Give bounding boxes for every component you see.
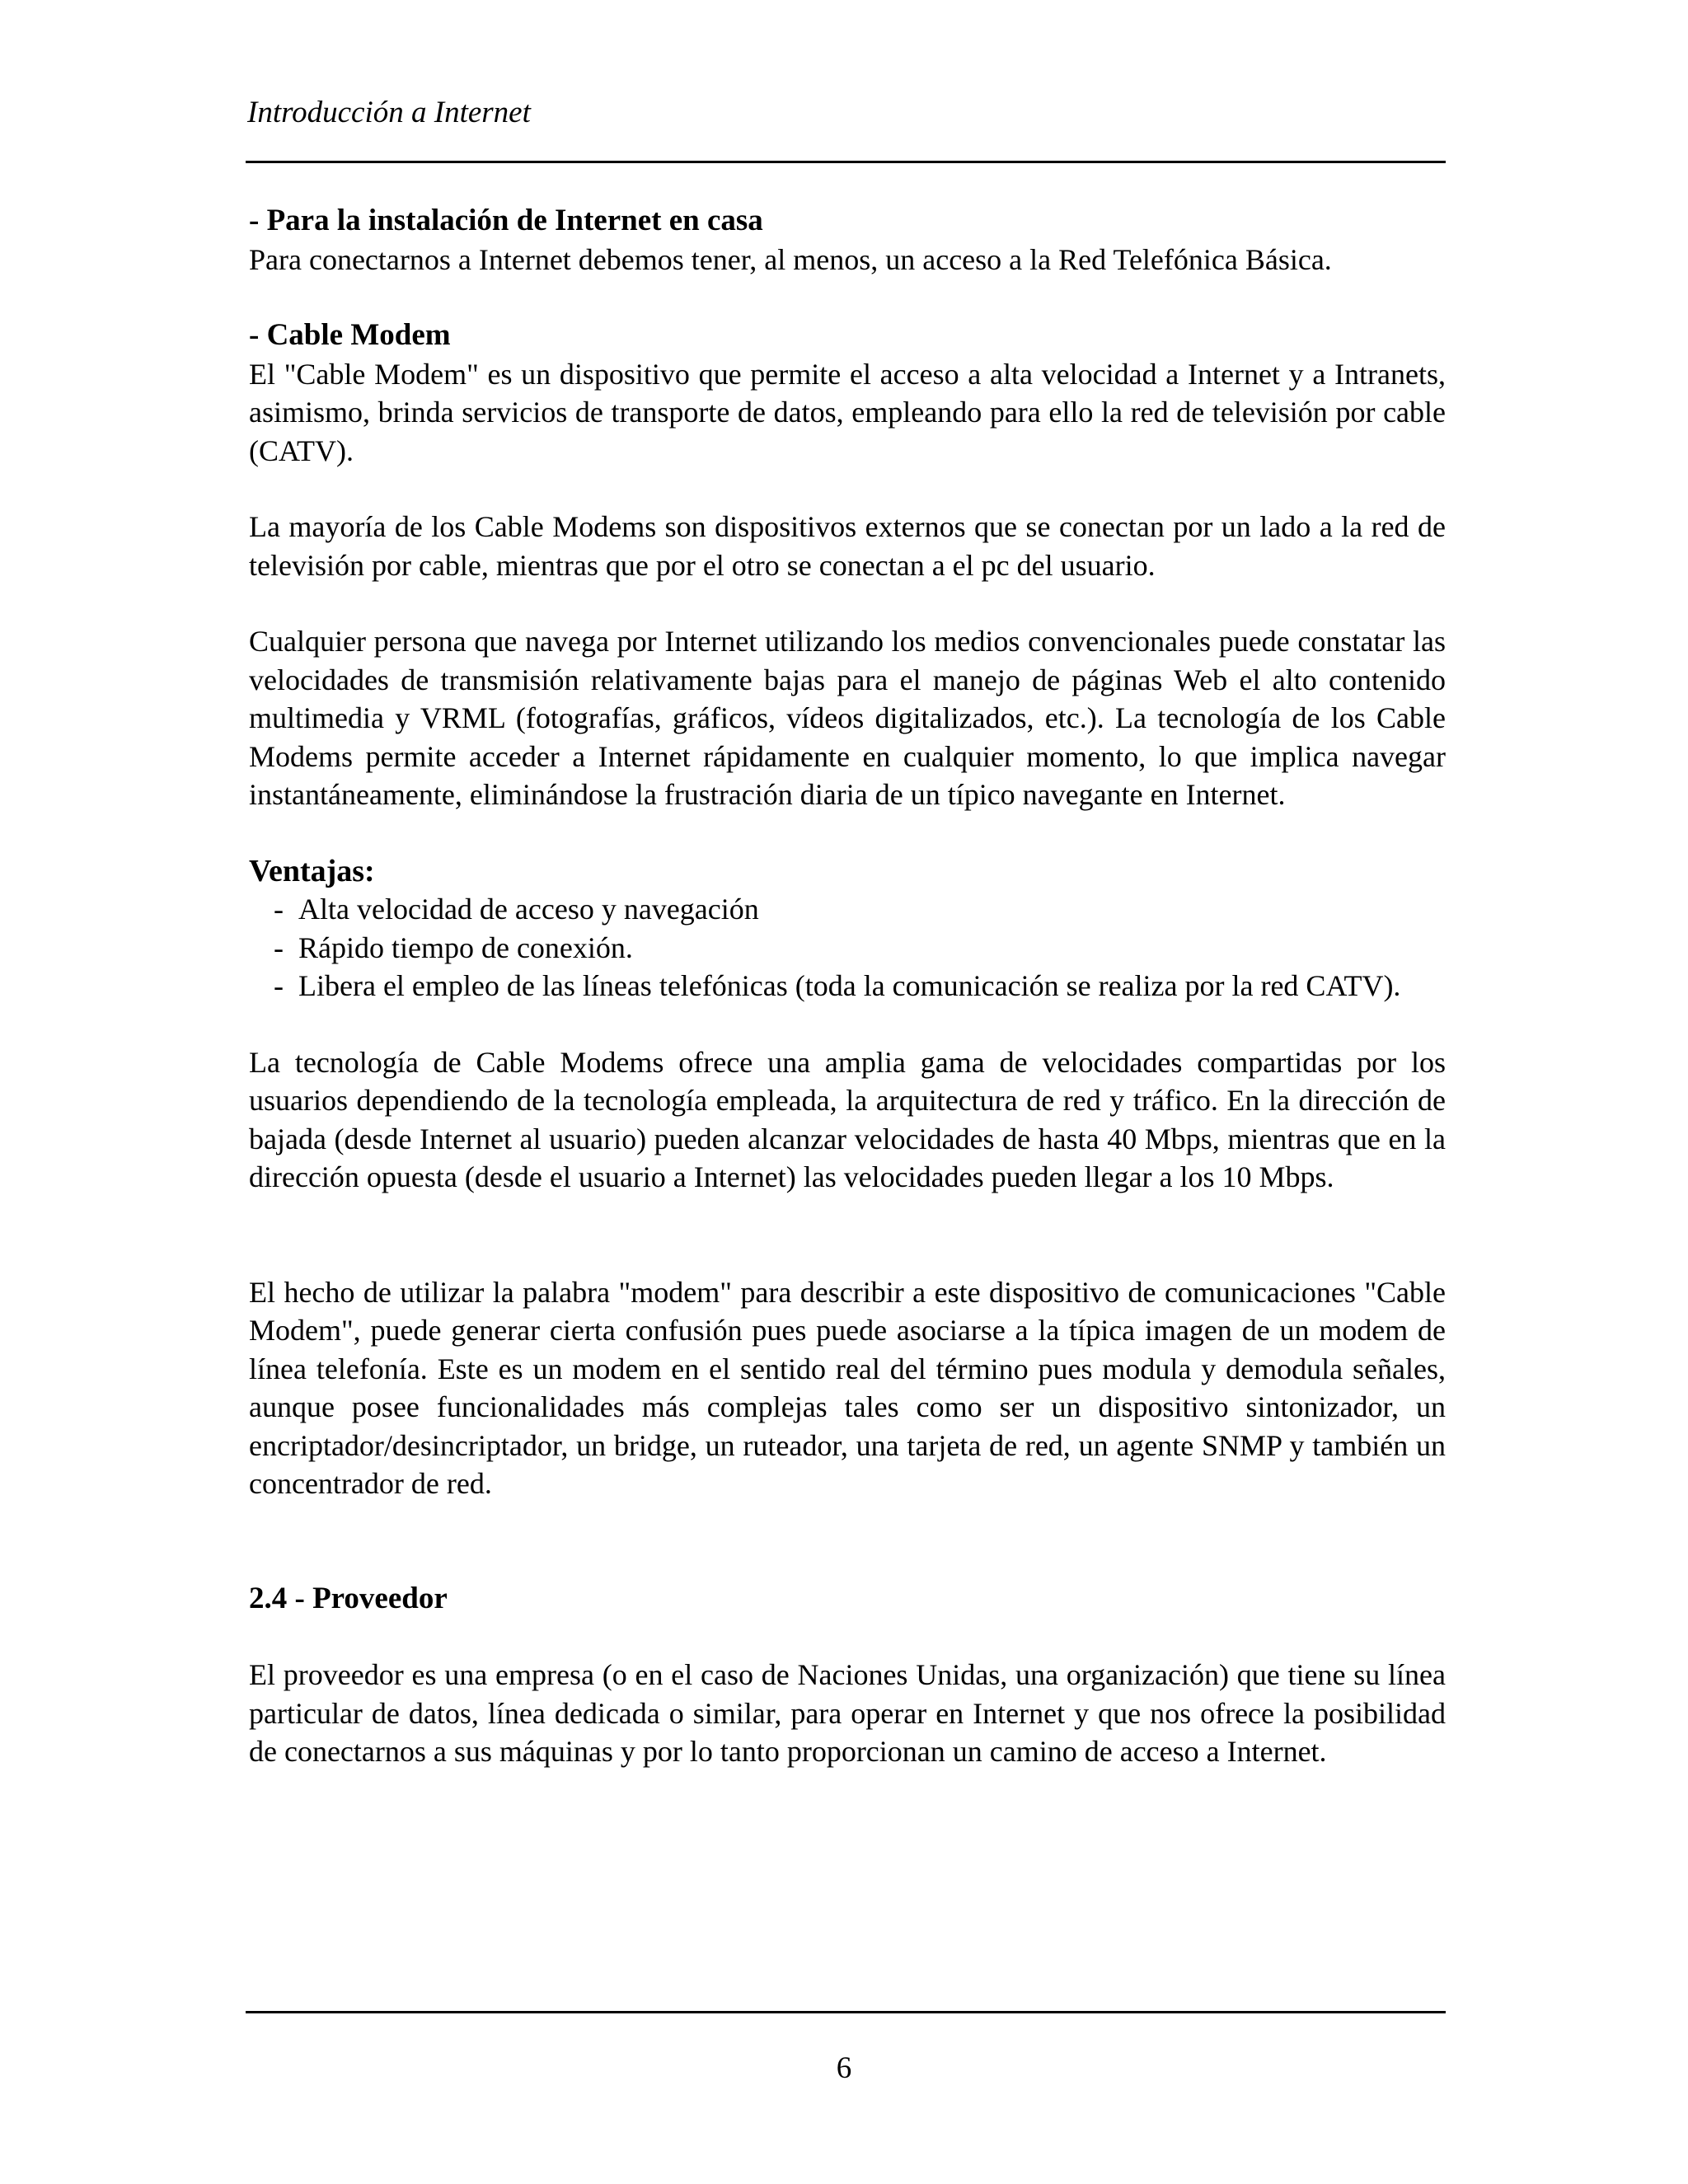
paragraph-cable-modem-external: La mayoría de los Cable Modems son dispositivos externos que se conectan por un lado a la red de televisión por cable, mientras que por el otro se conectan a el pc del usuario.: [249, 510, 1446, 582]
paragraph-cable-modem-definition: El "Cable Modem" es un dispositivo que permite el acceso a alta velocidad a Internet y a Intranets, asimismo, brinda servicios de transporte de datos, empleando para ello la red de televisión por cable (CATV).: [249, 357, 1446, 467]
spacer: [249, 1005, 1446, 1043]
spacer: [249, 814, 1446, 852]
paragraph-provider: El proveedor es una empresa (o en el caso de Naciones Unidas, una organización) que tiene su línea particular de datos, línea dedicada o similar, para operar en Internet y que nos ofrece la posibilidad de conectarnos a sus máquinas y por lo tanto proporcionan un camino de acceso a Internet.: [249, 1658, 1446, 1768]
paragraph-cable-modem-term: El hecho de utilizar la palabra "modem" para describir a este dispositivo de comunicaciones "Cable Modem", puede generar cierta confusión pues puede asociarse a la típica imagen de un modem de línea telefonía. Este es un modem en el sentido real del término pues modula y demodula señales, aunque posee funcionalidades más complejas tales como ser un dispositivo sintonizador, un encriptador/desincriptador, un bridge, un ruteador, una tarjeta de red, un agente SNMP y también un concentrador de red.: [249, 1275, 1446, 1500]
advantages-list: [249, 890, 1446, 1005]
spacer: [249, 470, 1446, 508]
advantages-heading: Ventajas:: [249, 853, 375, 888]
list-item: - Alta velocidad de acceso y navegación: [274, 893, 759, 926]
spacer: [249, 1503, 1446, 1580]
footer-rule: [246, 2011, 1446, 2013]
section-heading-provider: 2.4 - Proveedor: [249, 1581, 448, 1615]
spacer: [249, 584, 1446, 622]
spacer: [249, 1197, 1446, 1273]
page-number: 6: [836, 2051, 852, 2085]
list-item: - Rápido tiempo de conexión.: [274, 930, 633, 964]
section-heading-home-install: - Para la instalación de Internet en casa: [249, 204, 763, 237]
paragraph-cable-modem-bandwidth: La tecnología de Cable Modems ofrece una amplia gama de velocidades compartidas por los usuarios dependiendo de la tecnología empleada, la arquitectura de red y tráfico. En la dirección de bajada (desde Internet al usuario) pueden alcanzar velocidades de hasta 40 Mbps, mientras que en la dirección opuesta (desde el usuario a Internet) las velocidades pueden llegar a los 10 Mbps.: [249, 1045, 1446, 1193]
header-rule: [246, 161, 1446, 163]
section-heading-cable-modem: - Cable Modem: [249, 318, 451, 352]
page-body: [249, 202, 1446, 1771]
paragraph-cable-modem-speed: Cualquier persona que navega por Internet utilizando los medios convencionales puede constatar las velocidades de transmisión relativamente bajas para el manejo de páginas Web el alto contenido multimedia y VRML (fotografías, gráficos, vídeos digitalizados, etc.). La tecnología de los Cable Modems permite acceder a Internet rápidamente en cualquier momento, lo que implica navegar instantáneamente, eliminándose la frustración diaria de un típico navegante en Internet.: [249, 625, 1446, 811]
running-header: Introducción a Internet: [247, 96, 531, 129]
spacer: [249, 1618, 1446, 1656]
list-item: - Libera el empleo de las líneas telefónicas (toda la comunicación se realiza por la red CATV).: [274, 969, 1401, 1002]
spacer: [249, 279, 1446, 316]
paragraph-home-install: Para conectarnos a Internet debemos tener, al menos, un acceso a la Red Telefónica Básica.: [249, 242, 1332, 276]
